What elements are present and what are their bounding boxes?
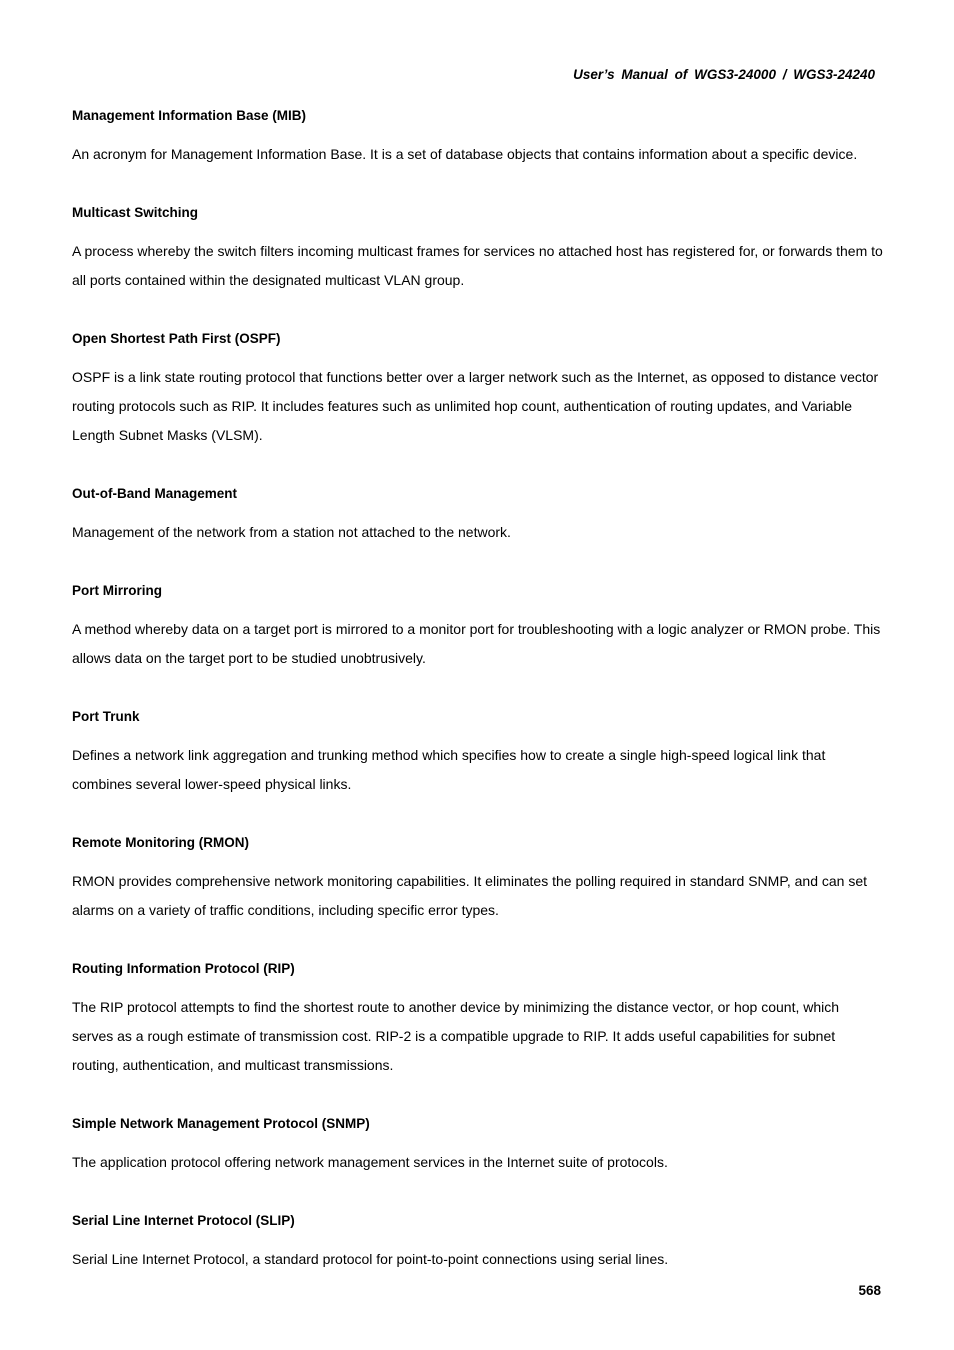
term-heading: Port Trunk (72, 709, 140, 724)
glossary-entry-rmon (72, 833, 884, 925)
glossary-entry-slip (72, 1211, 884, 1274)
term-heading: Routing Information Protocol (RIP) (72, 961, 295, 976)
term-heading: Serial Line Internet Protocol (SLIP) (72, 1213, 295, 1228)
term-heading: Port Mirroring (72, 583, 162, 598)
term-definition: The application protocol offering network management services in the Internet suite of protocols. (72, 1154, 668, 1170)
running-header: User’s Manual of WGS3-24000 / WGS3-24240 (573, 67, 875, 82)
glossary-entry-out-of-band-management (72, 484, 884, 547)
term-definition: A process whereby the switch filters incoming multicast frames for services no attached host has registered for, or forwards them to all ports contained within the designated multicast VLAN group. (72, 243, 883, 288)
glossary-entry-port-trunk (72, 707, 884, 799)
glossary-entry-rip (72, 959, 884, 1080)
term-definition: Management of the network from a station not attached to the network. (72, 524, 511, 540)
term-definition: Defines a network link aggregation and trunking method which specifies how to create a single high-speed logical link that combines several lower-speed physical links. (72, 747, 826, 792)
glossary-entry-port-mirroring (72, 581, 884, 673)
glossary-entry-mib (72, 106, 884, 169)
term-heading: Management Information Base (MIB) (72, 108, 307, 123)
term-definition: A method whereby data on a target port is mirrored to a monitor port for troubleshooting with a logic analyzer or RMON probe. This allows data on the target port to be studied unobtrusively. (72, 621, 881, 666)
glossary-content (72, 106, 884, 1308)
term-heading: Out-of-Band Management (72, 486, 237, 501)
glossary-entry-snmp (72, 1114, 884, 1177)
term-definition: Serial Line Internet Protocol, a standard protocol for point-to-point connections using serial lines. (72, 1251, 669, 1267)
term-heading: Remote Monitoring (RMON) (72, 835, 249, 850)
term-definition: An acronym for Management Information Base. It is a set of database objects that contains information about a specific device. (72, 146, 858, 162)
page-number: 568 (858, 1283, 881, 1298)
term-heading: Open Shortest Path First (OSPF) (72, 331, 281, 346)
glossary-entry-ospf (72, 329, 884, 450)
term-definition: OSPF is a link state routing protocol that functions better over a larger network such as the Internet, as opposed to distance vector routing protocols such as RIP. It includes features such as unlimited hop count, authentication of routing updates, and Variable Length Subnet Masks (VLSM). (72, 369, 879, 443)
term-definition: The RIP protocol attempts to find the shortest route to another device by minimizing the distance vector, or hop count, which serves as a rough estimate of transmission cost. RIP-2 is a compatible upgrade to RIP. It adds useful capabilities for subnet routing, authentication, and multicast transmissions. (72, 999, 840, 1073)
term-heading: Multicast Switching (72, 205, 199, 220)
term-heading: Simple Network Management Protocol (SNMP) (72, 1116, 370, 1131)
glossary-entry-multicast-switching (72, 203, 884, 295)
term-definition: RMON provides comprehensive network monitoring capabilities. It eliminates the polling required in standard SNMP, and can set alarms on a variety of traffic conditions, including specific error types. (72, 873, 868, 918)
